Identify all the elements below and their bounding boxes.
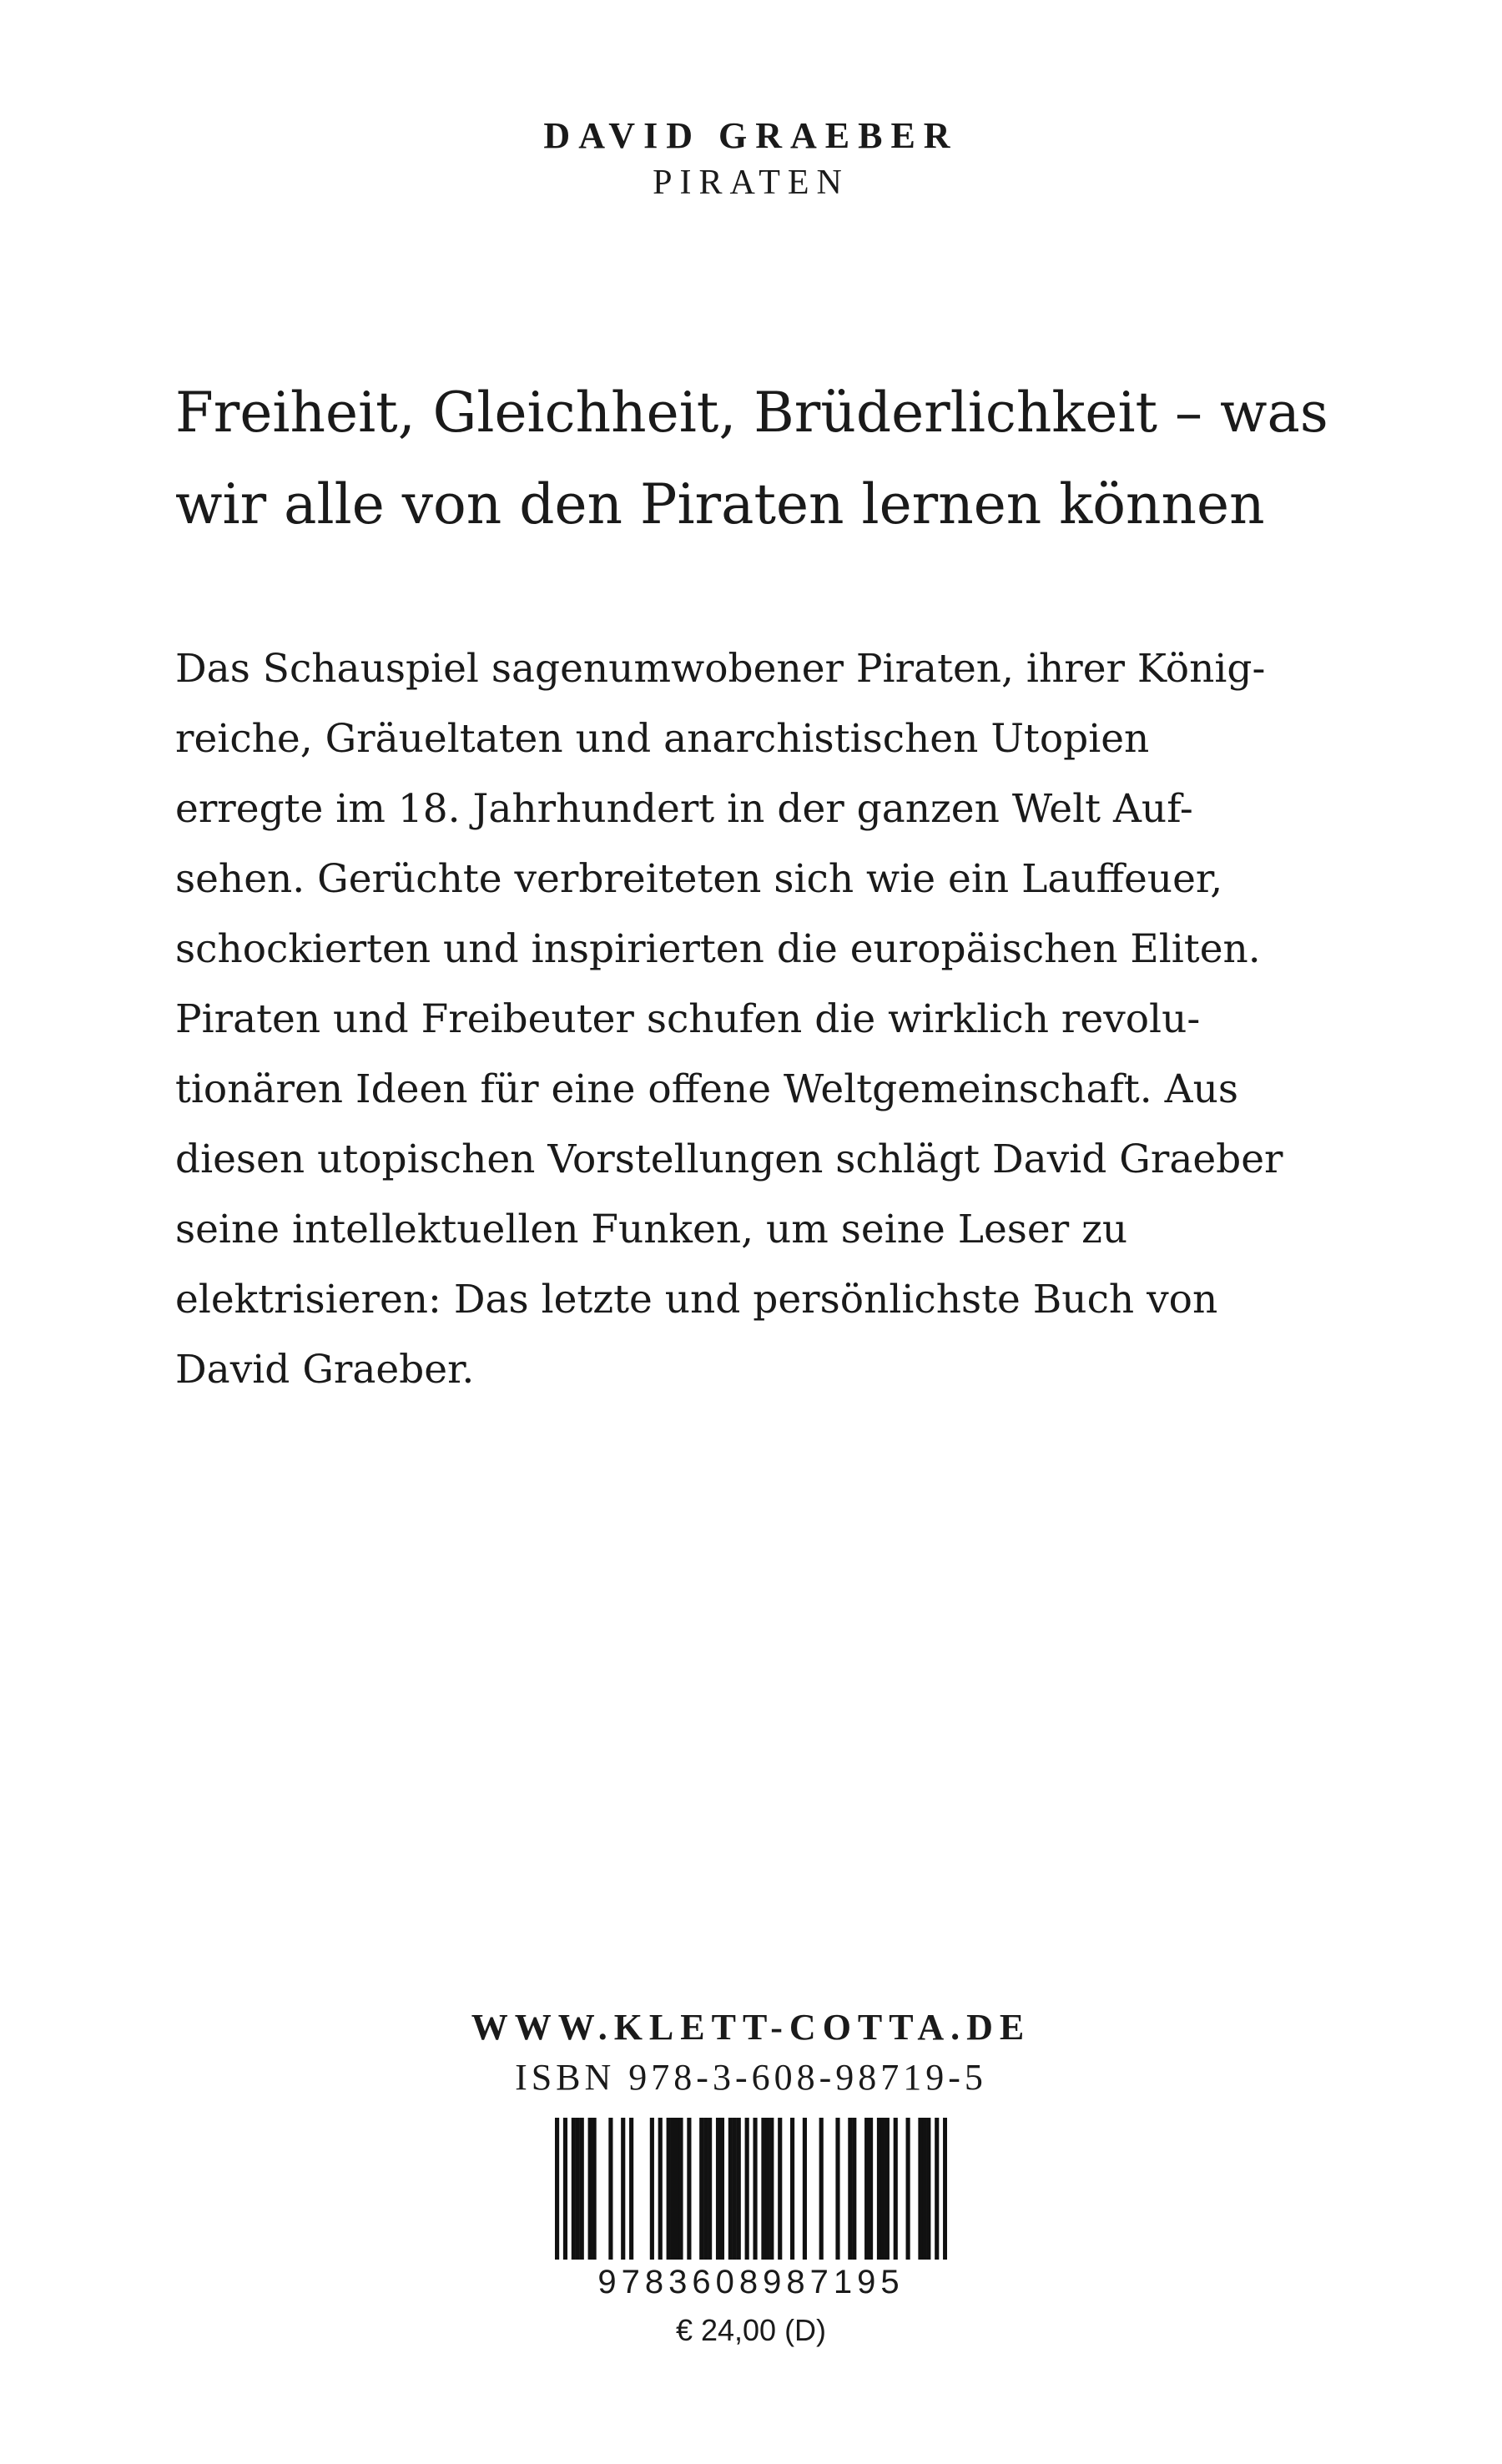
- barcode-bar: [588, 2118, 592, 2260]
- blurb-line: tionären Ideen für eine offene Weltgemeinschaft. Aus: [175, 1066, 1238, 1112]
- barcode-bar: [761, 2118, 765, 2260]
- headline-line: wir alle von den Piraten lernen können: [175, 472, 1265, 537]
- barcode-bar: [650, 2118, 654, 2260]
- blurb-text: [175, 634, 1377, 1405]
- barcode-bar: [745, 2118, 749, 2260]
- barcode-bar: [555, 2118, 559, 2260]
- blurb-line: Piraten und Freibeuter schufen die wirklich revolu-: [175, 996, 1201, 1042]
- barcode-bar: [674, 2118, 678, 2260]
- barcode-bar: [835, 2118, 839, 2260]
- blurb-line: diesen utopischen Vorstellungen schlägt David Graeber: [175, 1136, 1283, 1182]
- barcode: [555, 2118, 947, 2310]
- book-title: PIRATEN: [653, 164, 849, 202]
- blurb-line: schockierten und inspirierten die europäischen Eliten.: [175, 926, 1261, 972]
- barcode-bar: [885, 2118, 890, 2260]
- barcode-bar: [699, 2118, 703, 2260]
- barcode-bar: [629, 2118, 633, 2260]
- barcode-bar: [716, 2118, 720, 2260]
- price-label: € 24,00 (D): [675, 2313, 827, 2347]
- barcode-bar: [935, 2118, 939, 2260]
- barcode-bar: [621, 2118, 625, 2260]
- blurb-line: erregte im 18. Jahrhundert in der ganzen Welt Auf-: [175, 786, 1193, 832]
- barcode-bar: [819, 2118, 824, 2260]
- barcode-bar: [733, 2118, 737, 2260]
- barcode-bar: [790, 2118, 794, 2260]
- barcode-bar: [877, 2118, 881, 2260]
- barcode-bar: [922, 2118, 926, 2260]
- publisher-website: WWW.KLETT-COTTA.DE: [471, 2007, 1031, 2048]
- barcode-bar: [678, 2118, 683, 2260]
- barcode-bar: [753, 2118, 757, 2260]
- blurb-line: sehen. Gerüchte verbreiteten sich wie ein Lauffeuer,: [175, 856, 1223, 902]
- barcode-bar: [728, 2118, 733, 2260]
- barcode-bar: [737, 2118, 741, 2260]
- barcode-bar: [580, 2118, 584, 2260]
- barcode-bar: [563, 2118, 567, 2260]
- barcode-bar: [848, 2118, 852, 2260]
- barcode-bar: [926, 2118, 930, 2260]
- barcode-bar: [852, 2118, 856, 2260]
- barcode-bar: [943, 2118, 947, 2260]
- cover-footer: [0, 2003, 1502, 2351]
- barcode-bar: [864, 2118, 869, 2260]
- barcode-bar: [894, 2118, 898, 2260]
- barcode-bar: [608, 2118, 612, 2260]
- barcode-bar: [778, 2118, 782, 2260]
- barcode-bar: [671, 2118, 675, 2260]
- barcode-bar: [906, 2118, 910, 2260]
- barcode-bar: [708, 2118, 712, 2260]
- barcode-bars: [555, 2118, 947, 2260]
- barcode-bar: [803, 2118, 807, 2260]
- barcode-bar: [881, 2118, 885, 2260]
- barcode-digits: 9783608987195: [597, 2264, 905, 2300]
- barcode-bar: [687, 2118, 691, 2260]
- barcode-bar: [703, 2118, 708, 2260]
- barcode-bar: [765, 2118, 769, 2260]
- barcode-bar: [576, 2118, 580, 2260]
- blurb-line: elektrisieren: Das letzte und persönlichste Buch von: [175, 1277, 1218, 1323]
- barcode-bar: [592, 2118, 597, 2260]
- blurb-line: Das Schauspiel sagenumwobener Piraten, ihrer König-: [175, 646, 1266, 692]
- barcode-bar: [869, 2118, 873, 2260]
- blurb-line: reiche, Gräueltaten und anarchistischen Utopien: [175, 716, 1150, 762]
- headline-line: Freiheit, Gleichheit, Brüderlichkeit – was: [175, 380, 1328, 445]
- barcode-bar: [658, 2118, 663, 2260]
- barcode-bar: [572, 2118, 576, 2260]
- barcode-bar: [769, 2118, 774, 2260]
- author-name: DAVID GRAEBER: [543, 115, 959, 156]
- isbn-number: ISBN 978-3-608-98719-5: [515, 2057, 987, 2098]
- blurb-line: seine intellektuellen Funken, um seine Leser zu: [175, 1207, 1128, 1252]
- blurb-line: David Graeber.: [175, 1347, 475, 1393]
- cover-header: [0, 113, 1502, 206]
- barcode-bar: [720, 2118, 724, 2260]
- barcode-bar: [918, 2118, 922, 2260]
- headline: [175, 367, 1377, 551]
- barcode-bar: [667, 2118, 671, 2260]
